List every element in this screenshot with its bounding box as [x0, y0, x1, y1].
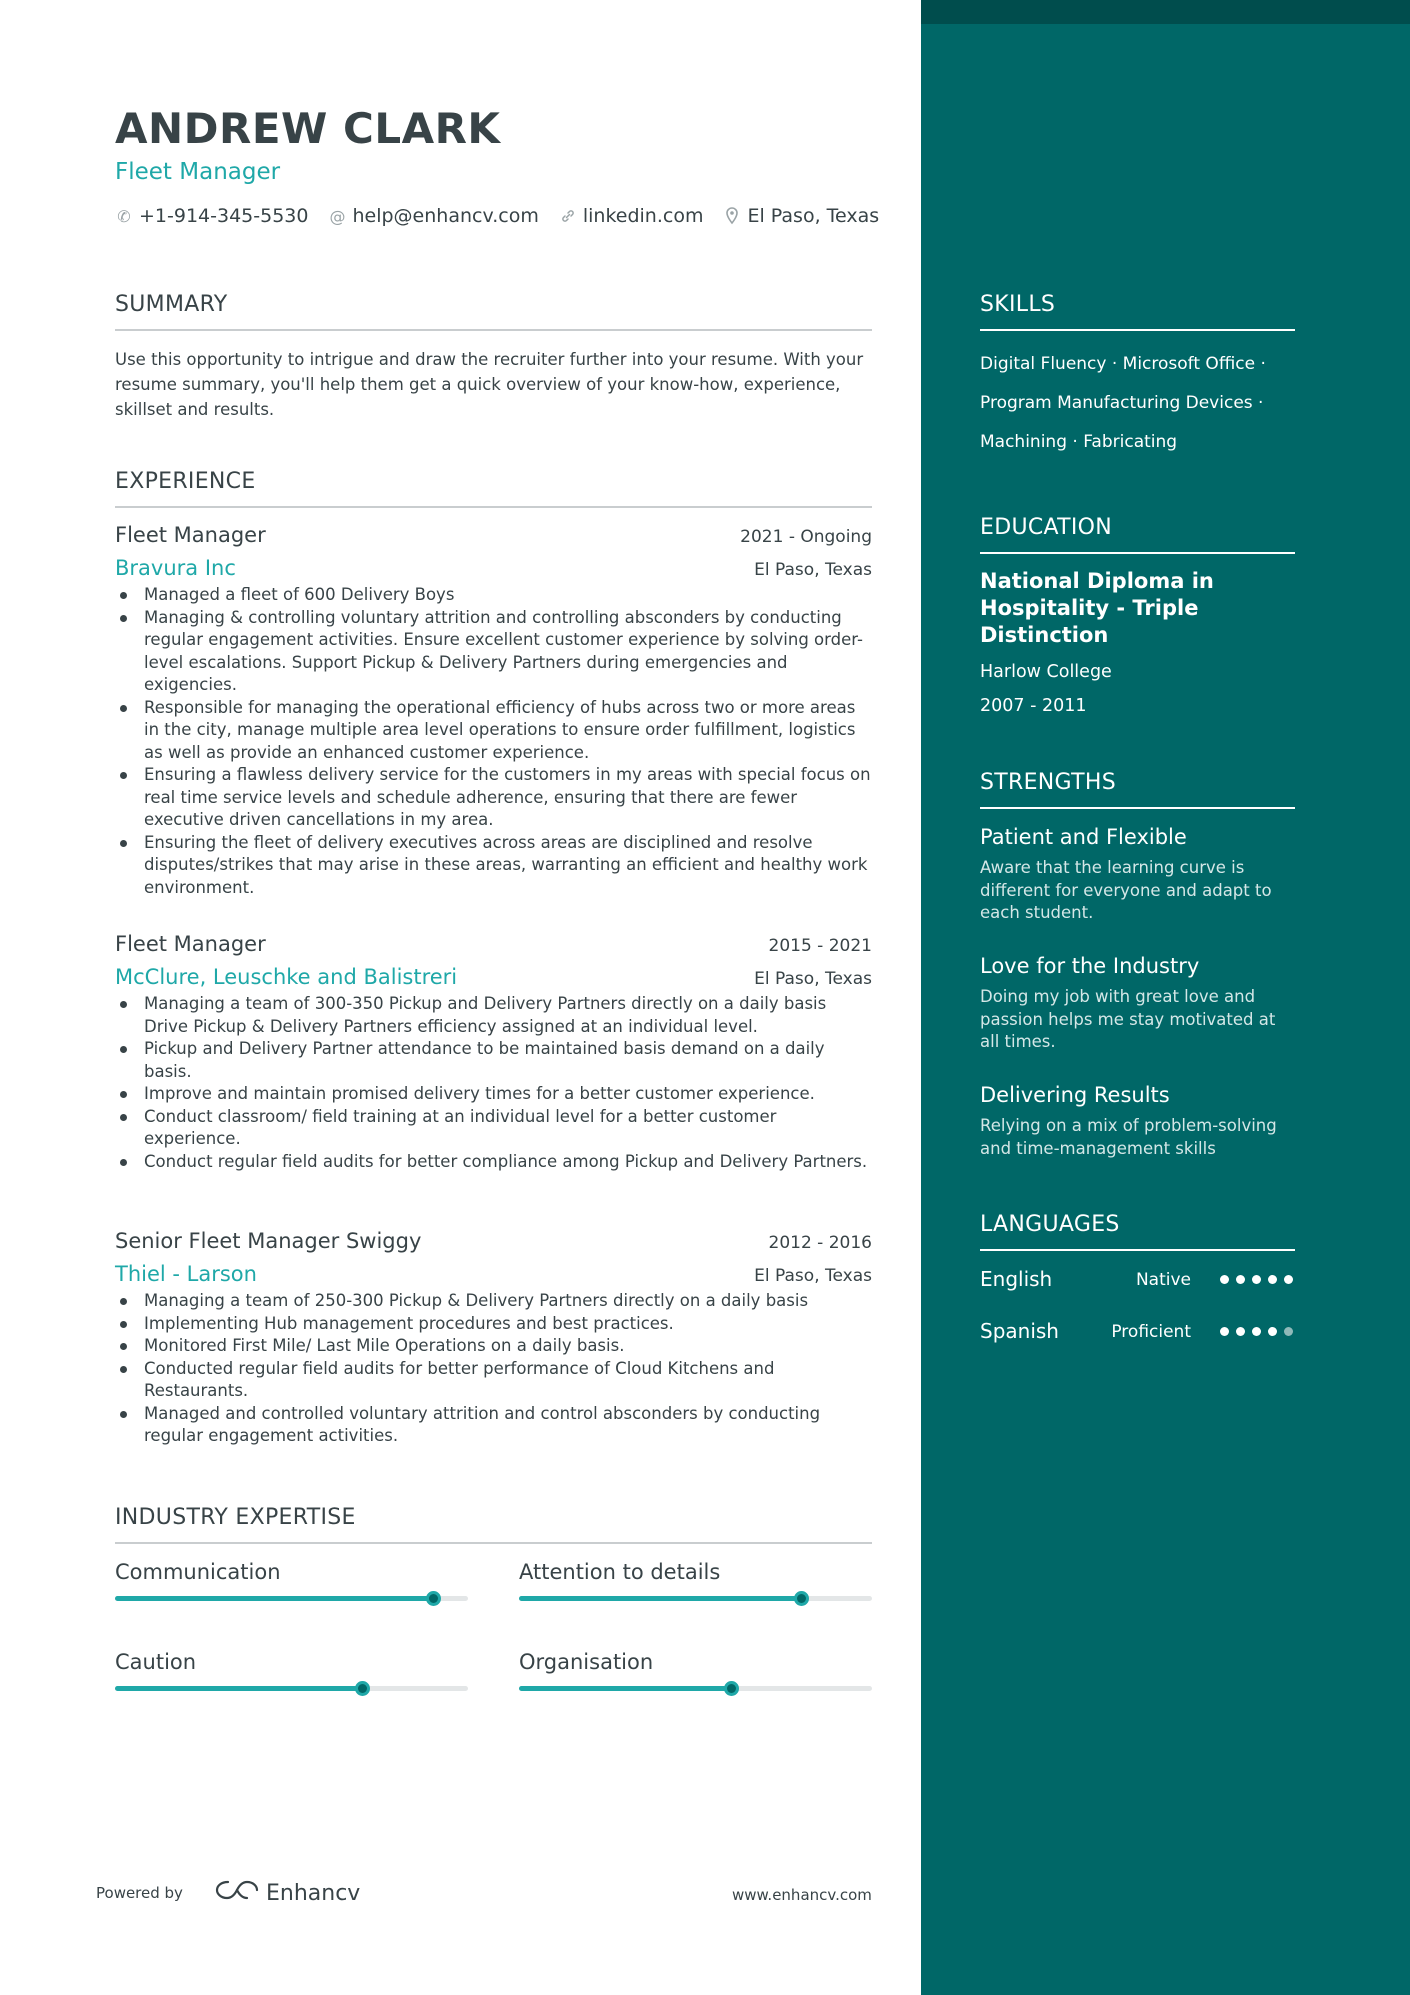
expertise-item [519, 1650, 872, 1691]
job-bullet: Monitored First Mile/ Last Mile Operations on a daily basis. [115, 1335, 872, 1358]
job-bullet: Managing a team of 300-350 Pickup and Delivery Partners directly on a daily basis Drive Pickup & Delivery Partners efficiency assigned at an individual level. [115, 993, 872, 1038]
job-entry [115, 932, 872, 1173]
expertise-bar-fill [519, 1686, 731, 1691]
rating-dot-empty [1284, 1327, 1293, 1336]
language-rating [1220, 1327, 1293, 1336]
job-company[interactable]: Bravura Inc [115, 556, 236, 580]
contact-location [723, 205, 879, 227]
skills-line: Digital Fluency · Microsoft Office · [980, 354, 1266, 374]
expertise-item [519, 1560, 872, 1601]
expertise-label: Caution [115, 1650, 197, 1674]
education-dates: 2007 - 2011 [980, 696, 1087, 716]
expertise-label: Communication [115, 1560, 281, 1584]
strength-item [980, 954, 1295, 1054]
job-location: El Paso, Texas [754, 969, 872, 989]
job-title: Senior Fleet Manager Swiggy [115, 1229, 422, 1253]
expertise-label: Attention to details [519, 1560, 721, 1584]
job-company[interactable]: McClure, Leuschke and Balistreri [115, 965, 458, 989]
contact-phone[interactable] [115, 205, 308, 227]
education-degree: National Diploma in Hospitality - Triple Distinction [980, 569, 1214, 647]
at-icon: @ [329, 206, 346, 226]
job-bullet: Improve and maintain promised delivery times for a better customer experience. [115, 1083, 872, 1106]
candidate-name: ANDREW CLARK [115, 104, 501, 153]
expertise-heading: INDUSTRY EXPERTISE [115, 1505, 872, 1544]
job-bullet: Pickup and Delivery Partner attendance to be maintained basis demand on a daily basis. [115, 1038, 872, 1083]
contact-email[interactable] [328, 205, 538, 227]
strength-title: Love for the Industry [980, 954, 1200, 978]
job-company[interactable]: Thiel - Larson [115, 1262, 257, 1286]
job-bullet: Conducted regular field audits for better performance of Cloud Kitchens and Restaurants. [115, 1358, 872, 1403]
contact-linkedin[interactable] [559, 205, 704, 227]
rating-dot-filled [1252, 1327, 1261, 1336]
enhancv-logo[interactable] [214, 1878, 360, 1908]
contact-bar [115, 205, 879, 227]
language-name: English [980, 1267, 1053, 1291]
expertise-bar [519, 1686, 872, 1691]
language-rating [1220, 1275, 1293, 1284]
powered-by-label: Powered by [96, 1884, 183, 1902]
skills-heading: SKILLS [980, 292, 1295, 331]
contact-location-text: El Paso, Texas [747, 205, 880, 227]
rating-dot-filled [1220, 1327, 1229, 1336]
language-item [980, 1267, 1295, 1293]
languages-heading: LANGUAGES [980, 1212, 1295, 1251]
skills-list [980, 345, 1295, 462]
strengths-heading: STRENGTHS [980, 770, 1295, 809]
skills-line: Machining · Fabricating [980, 432, 1178, 452]
summary-heading: SUMMARY [115, 292, 872, 331]
summary-text: Use this opportunity to intrigue and draw the recruiter further into your resume. With your resume summary, you'll help them get a quick overview of your know-how, experience, skillset and results. [115, 350, 864, 419]
enhancv-logo-text: Enhancv [266, 1880, 361, 1906]
rating-dot-filled [1220, 1275, 1229, 1284]
job-bullet: Conduct classroom/ field training at an individual level for a better customer experience. [115, 1106, 872, 1151]
rating-dot-filled [1236, 1275, 1245, 1284]
enhancv-logo-icon [214, 1878, 260, 1908]
expertise-bar-fill [115, 1686, 362, 1691]
job-title: Fleet Manager [115, 932, 266, 956]
strength-title: Patient and Flexible [980, 825, 1187, 849]
job-bullet: Managing & controlling voluntary attrition and controlling absconders by conducting regular engagement activities. Ensure excellent customer experience by solving order-level escalations. Support Pickup & Delivery Partners during emergencies and exigencies. [115, 607, 872, 697]
expertise-bar-knob [355, 1681, 370, 1696]
language-level: Native [1135, 1270, 1191, 1290]
job-dates: 2021 - Ongoing [740, 527, 872, 547]
strength-desc: Aware that the learning curve is different for everyone and adapt to each student. [980, 858, 1272, 922]
job-bullet: Implementing Hub management procedures and best practices. [115, 1313, 872, 1336]
expertise-bar-knob [724, 1681, 739, 1696]
contact-phone-text: +1-914-345-5530 [139, 205, 309, 227]
job-location: El Paso, Texas [754, 1266, 872, 1286]
job-bullets [115, 1290, 872, 1448]
job-dates: 2012 - 2016 [768, 1233, 872, 1253]
expertise-bar [519, 1596, 872, 1601]
website-link[interactable]: www.enhancv.com [732, 1886, 872, 1904]
rating-dot-filled [1284, 1275, 1293, 1284]
language-name: Spanish [980, 1319, 1059, 1343]
job-location: El Paso, Texas [754, 560, 872, 580]
job-dates: 2015 - 2021 [768, 936, 872, 956]
job-entry [115, 1229, 872, 1448]
location-pin-icon [723, 207, 741, 225]
expertise-bar-knob [426, 1591, 441, 1606]
strength-desc: Doing my job with great love and passion helps me stay motivated at all times. [980, 987, 1276, 1051]
rating-dot-filled [1268, 1327, 1277, 1336]
strength-item [980, 1083, 1295, 1160]
strength-desc: Relying on a mix of problem-solving and time-management skills [980, 1116, 1277, 1158]
education-heading: EDUCATION [980, 515, 1295, 554]
link-icon [559, 208, 577, 224]
rating-dot-filled [1236, 1327, 1245, 1336]
candidate-role: Fleet Manager [115, 159, 281, 185]
strength-title: Delivering Results [980, 1083, 1170, 1107]
strength-item [980, 825, 1295, 925]
expertise-bar [115, 1596, 468, 1601]
sidebar-top-band [921, 0, 1410, 24]
job-bullet: Responsible for managing the operational efficiency of hubs across two or more areas in the city, manage multiple area level operations to ensure order fulfillment, logistics as well as provide an enhanced customer experience. [115, 697, 872, 765]
expertise-item [115, 1650, 468, 1691]
education-school: Harlow College [980, 662, 1112, 682]
expertise-bar [115, 1686, 468, 1691]
rating-dot-filled [1268, 1275, 1277, 1284]
expertise-bar-fill [115, 1596, 433, 1601]
experience-heading: EXPERIENCE [115, 469, 872, 508]
rating-dot-filled [1252, 1275, 1261, 1284]
job-bullets [115, 584, 872, 899]
phone-icon: ✆ [117, 206, 131, 226]
skills-line: Program Manufacturing Devices · [980, 393, 1264, 413]
job-bullets [115, 993, 872, 1173]
job-bullet: Managed and controlled voluntary attrition and control absconders by conducting regular engagement activities. [115, 1403, 872, 1448]
job-entry [115, 523, 872, 899]
language-level: Proficient [1111, 1322, 1191, 1342]
language-item [980, 1319, 1295, 1345]
expertise-item [115, 1560, 468, 1601]
contact-email-text: help@enhancv.com [352, 205, 539, 227]
job-bullet: Conduct regular field audits for better compliance among Pickup and Delivery Partners. [115, 1151, 872, 1174]
expertise-bar-fill [519, 1596, 801, 1601]
job-bullet: Managed a fleet of 600 Delivery Boys [115, 584, 872, 607]
job-bullet: Ensuring the fleet of delivery executives across areas are disciplined and resolve disputes/strikes that may arise in these areas, warranting an efficient and healthy work environment. [115, 832, 872, 900]
contact-linkedin-text: linkedin.com [582, 205, 704, 227]
job-title: Fleet Manager [115, 523, 266, 547]
expertise-label: Organisation [519, 1650, 654, 1674]
job-bullet: Ensuring a flawless delivery service for the customers in my areas with special focus on real time service levels and schedule adherence, ensuring that there are fewer executive driven cancellations in my area. [115, 764, 872, 832]
job-bullet: Managing a team of 250-300 Pickup & Delivery Partners directly on a daily basis [115, 1290, 872, 1313]
